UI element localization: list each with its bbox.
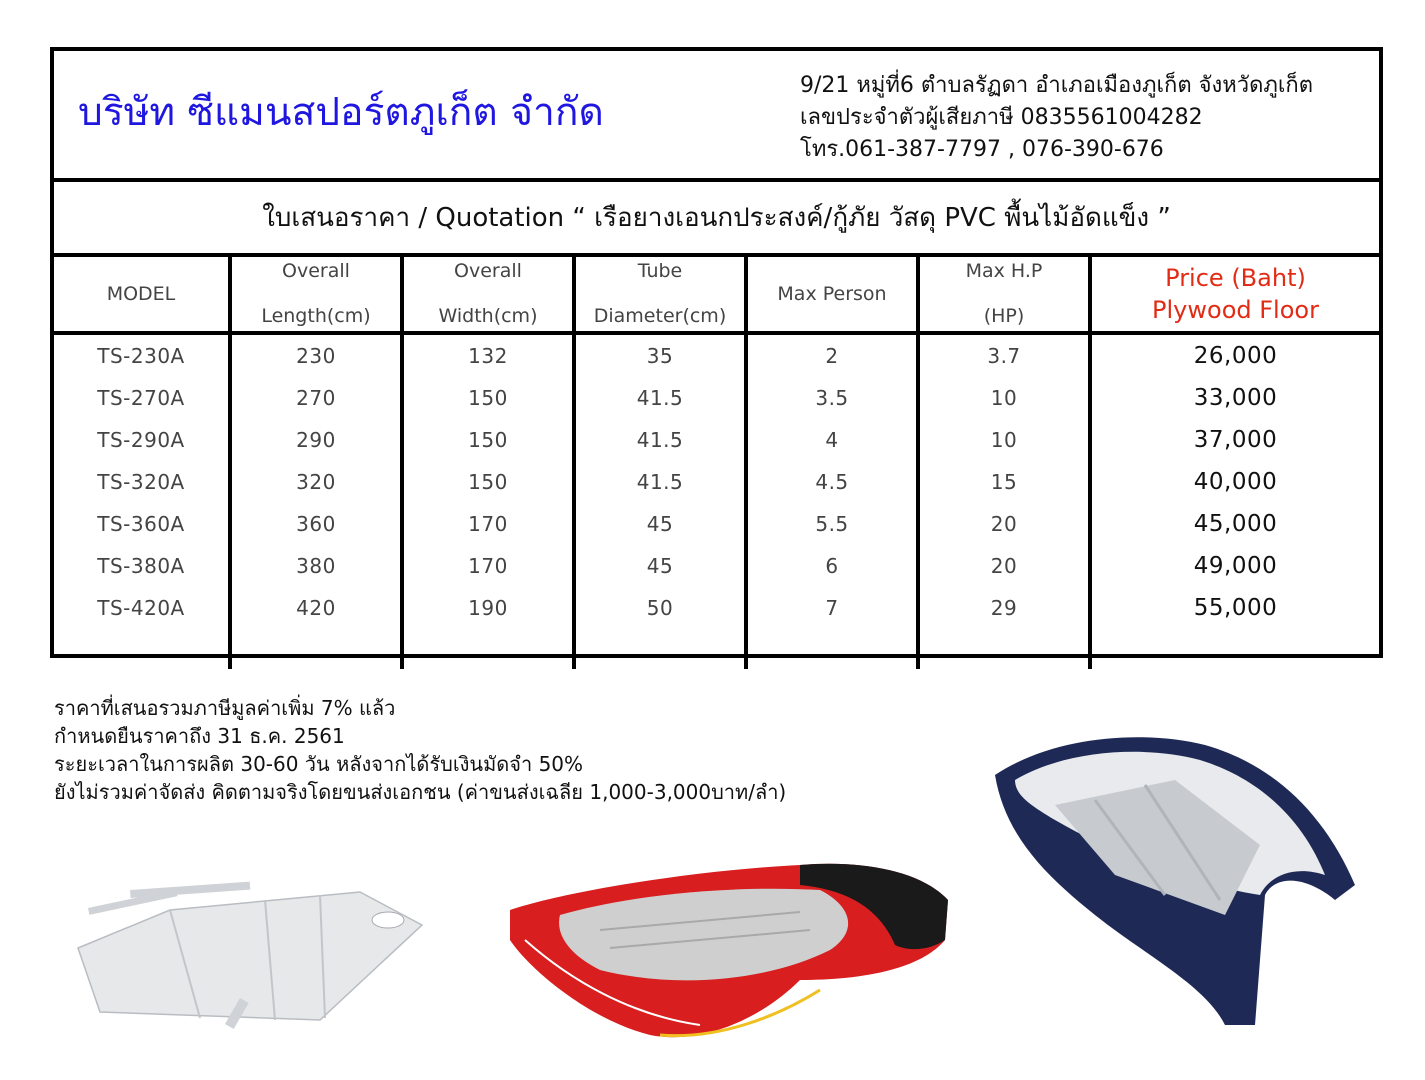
cell-length: 380 xyxy=(230,545,402,587)
cell-price: 26,000 xyxy=(1090,333,1379,377)
spacer-cell xyxy=(574,629,746,669)
blue-inflatable-boat-image xyxy=(975,725,1365,1030)
cell-width: 150 xyxy=(402,461,574,503)
cell-persons: 3.5 xyxy=(746,377,918,419)
note-shipping: ยังไม่รวมค่าจัดส่ง คิดตามจริงโดยขนส่งเอกชน (ค่าขนส่งเฉลีย 1,000-3,000บาท/ลำ) xyxy=(54,780,787,804)
company-header xyxy=(54,51,1379,182)
spacer-cell xyxy=(918,629,1090,669)
cell-persons: 5.5 xyxy=(746,503,918,545)
note-validity: กำหนดยืนราคาถึง 31 ธ.ค. 2561 xyxy=(54,724,345,748)
cell-hp: 20 xyxy=(918,503,1090,545)
table-row xyxy=(54,333,1379,377)
cell-persons: 2 xyxy=(746,333,918,377)
cell-model: TS-360A xyxy=(97,512,185,536)
cell-price: 33,000 xyxy=(1090,377,1379,419)
cell-price: 40,000 xyxy=(1090,461,1379,503)
cell-price: 45,000 xyxy=(1090,503,1379,545)
cell-length: 360 xyxy=(230,503,402,545)
cell-hp: 10 xyxy=(918,377,1090,419)
cell-price: 49,000 xyxy=(1090,545,1379,587)
plywood-floor-image xyxy=(70,870,430,1030)
header-length: Overall Length(cm) xyxy=(230,257,402,333)
company-name: บริษัท ซีแมนสปอร์ตภูเก็ต จำกัด xyxy=(78,90,604,135)
cell-hp: 10 xyxy=(918,419,1090,461)
table-row xyxy=(54,419,1379,461)
spacer-cell xyxy=(746,629,918,669)
cell-width: 170 xyxy=(402,503,574,545)
cell-hp: 15 xyxy=(918,461,1090,503)
table-body xyxy=(54,333,1379,669)
red-inflatable-boat-image xyxy=(500,830,955,1050)
table-row xyxy=(54,545,1379,587)
header-hp: Max H.P (HP) xyxy=(918,257,1090,333)
table-header-row xyxy=(54,257,1379,333)
price-table xyxy=(54,257,1379,669)
cell-width: 150 xyxy=(402,377,574,419)
header-model: MODEL xyxy=(54,257,230,333)
cell-persons: 6 xyxy=(746,545,918,587)
cell-width: 190 xyxy=(402,587,574,629)
spacer-cell xyxy=(54,629,230,669)
cell-tube: 35 xyxy=(574,333,746,377)
company-tax-id: เลขประจำตัวผู้เสียภาษี 0835561004282 xyxy=(800,105,1203,130)
cell-width: 150 xyxy=(402,419,574,461)
note-vat: ราคาที่เสนอรวมภาษีมูลค่าเพิ่ม 7% แล้ว xyxy=(54,696,396,720)
quotation-title: ใบเสนอราคา / Quotation “ เรือยางเอนกประสงค์/กู้ภัย วัสดุ PVC พื้นไม้อัดแข็ง ” xyxy=(54,182,1379,257)
header-persons: Max Person xyxy=(746,257,918,333)
cell-hp: 29 xyxy=(918,587,1090,629)
cell-width: 132 xyxy=(402,333,574,377)
cell-model: TS-290A xyxy=(97,428,185,452)
table-row xyxy=(54,587,1379,629)
cell-length: 270 xyxy=(230,377,402,419)
note-production: ระยะเวลาในการผลิต 30-60 วัน หลังจากได้รับเงินมัดจำ 50% xyxy=(54,752,584,776)
cell-persons: 4.5 xyxy=(746,461,918,503)
table-row xyxy=(54,377,1379,419)
cell-length: 420 xyxy=(230,587,402,629)
cell-persons: 4 xyxy=(746,419,918,461)
header-width: Overall Width(cm) xyxy=(402,257,574,333)
cell-length: 320 xyxy=(230,461,402,503)
quotation-sheet xyxy=(50,47,1383,658)
header-price: Price (Baht) Plywood Floor xyxy=(1090,257,1379,333)
cell-hp: 3.7 xyxy=(918,333,1090,377)
table-spacer-row xyxy=(54,629,1379,669)
cell-tube: 41.5 xyxy=(574,461,746,503)
company-address: 9/21 หมู่ที่6 ตำบลรัฏดา อำเภอเมืองภูเก็ต จังหวัดภูเก็ต xyxy=(800,73,1314,98)
cell-tube: 41.5 xyxy=(574,377,746,419)
spacer-cell xyxy=(230,629,402,669)
cell-tube: 41.5 xyxy=(574,419,746,461)
cell-model: TS-420A xyxy=(97,596,185,620)
cell-model: TS-380A xyxy=(97,554,185,578)
table-row xyxy=(54,503,1379,545)
spacer-cell xyxy=(402,629,574,669)
spacer-cell xyxy=(1090,629,1379,669)
header-tube: Tube Diameter(cm) xyxy=(574,257,746,333)
cell-length: 290 xyxy=(230,419,402,461)
cell-tube: 50 xyxy=(574,587,746,629)
cell-hp: 20 xyxy=(918,545,1090,587)
table-row xyxy=(54,461,1379,503)
cell-model: TS-230A xyxy=(97,344,185,368)
company-phone: โทร.061-387-7797 , 076-390-676 xyxy=(800,137,1164,162)
quotation-notes xyxy=(54,694,786,806)
cell-tube: 45 xyxy=(574,503,746,545)
cell-price: 55,000 xyxy=(1090,587,1379,629)
cell-price: 37,000 xyxy=(1090,419,1379,461)
cell-width: 170 xyxy=(402,545,574,587)
company-contact xyxy=(800,70,1313,166)
cell-persons: 7 xyxy=(746,587,918,629)
cell-model: TS-320A xyxy=(97,470,185,494)
cell-model: TS-270A xyxy=(97,386,185,410)
cell-tube: 45 xyxy=(574,545,746,587)
cell-length: 230 xyxy=(230,333,402,377)
